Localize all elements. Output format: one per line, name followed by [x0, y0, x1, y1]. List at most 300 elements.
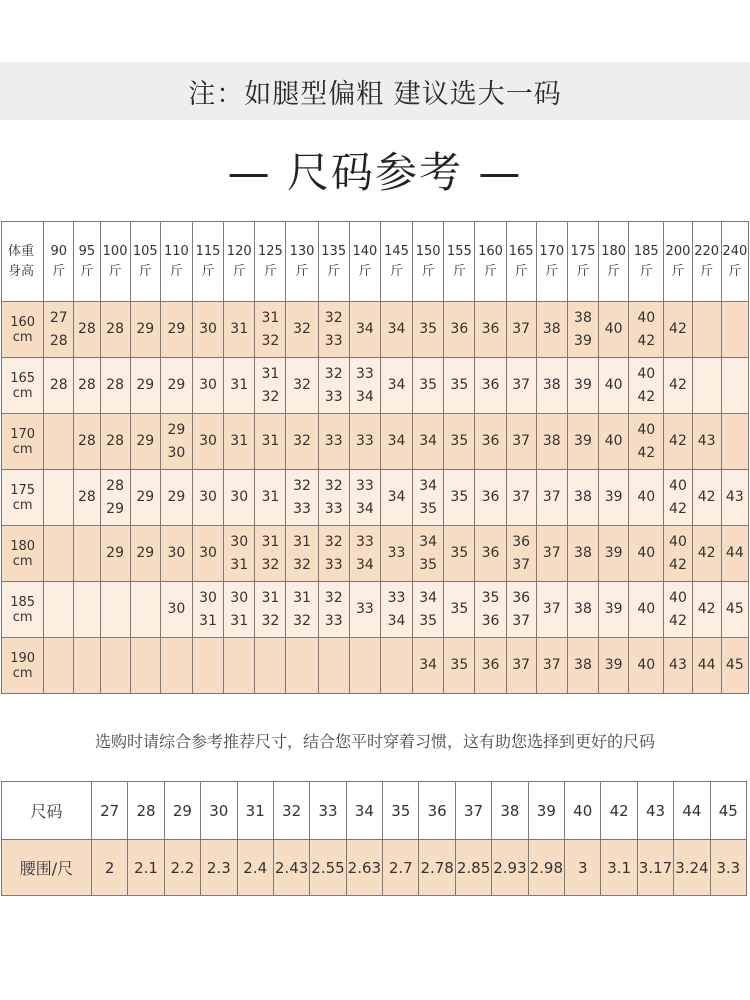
size-cell: 38 — [567, 582, 598, 638]
height-unit: cm — [12, 609, 33, 625]
weight-unit: 斤 — [108, 263, 122, 279]
weight-header-cell — [692, 222, 721, 302]
weight-header-cell — [413, 222, 444, 302]
weight-header-cell — [130, 222, 160, 302]
size-cell: 42 — [692, 470, 721, 526]
weight-header-cell — [567, 222, 598, 302]
size-cell: 29 — [130, 414, 160, 470]
corner-label — [2, 222, 44, 302]
height-value: 170 — [10, 426, 36, 442]
size-cell: 42 — [692, 582, 721, 638]
size-cell: 42 — [664, 414, 692, 470]
size-cell: 39 — [567, 358, 598, 414]
size-cell: 37 — [506, 358, 536, 414]
size-cell: 34 — [380, 358, 412, 414]
size-cell: 40 — [629, 470, 664, 526]
size-cell: 36 — [475, 638, 506, 694]
size-cell — [100, 638, 130, 694]
size-cell: 32 33 — [318, 302, 349, 358]
height-cell — [2, 358, 44, 414]
size-cell: 37 — [536, 638, 567, 694]
table-row — [2, 470, 749, 526]
size-cell: 40 42 — [664, 526, 692, 582]
weight-header-cell — [380, 222, 412, 302]
size-cell: 35 — [413, 358, 444, 414]
size-cell: 34 35 — [413, 526, 444, 582]
weight-value: 130 — [289, 243, 315, 259]
size-cell: 29 — [160, 358, 192, 414]
height-value: 175 — [10, 482, 36, 498]
size-cell: 42 — [692, 526, 721, 582]
weight-value: 135 — [321, 243, 347, 259]
weight-header-cell — [74, 222, 100, 302]
size-cell: 29 — [100, 526, 130, 582]
size-cell: 28 — [74, 358, 100, 414]
size-row-label: 尺码 — [2, 782, 92, 840]
size-chart-table — [1, 221, 749, 694]
size-cell: 45 — [721, 582, 748, 638]
size-cell: 33 — [318, 414, 349, 470]
size-cell: 40 42 — [664, 470, 692, 526]
weight-header-cell — [44, 222, 74, 302]
size-cell — [224, 638, 255, 694]
size-cell: 33 — [349, 414, 380, 470]
size-cell: 28 — [74, 414, 100, 470]
size-cell: 40 42 — [664, 582, 692, 638]
weight-header-cell — [224, 222, 255, 302]
size-cell: 40 42 — [629, 302, 664, 358]
size-cell — [100, 582, 130, 638]
size-cell: 34 35 — [413, 470, 444, 526]
height-value: 165 — [10, 370, 36, 386]
weight-value: 170 — [539, 243, 565, 259]
size-cell: 39 — [567, 414, 598, 470]
size-cell: 39 — [599, 638, 629, 694]
weight-header-cell — [664, 222, 692, 302]
weight-header-cell — [160, 222, 192, 302]
weight-unit: 斤 — [358, 263, 372, 279]
weight-header-cell — [629, 222, 664, 302]
size-cell — [44, 638, 74, 694]
weight-unit: 斤 — [607, 263, 621, 279]
waist-value-cell: 2.2 — [164, 840, 200, 896]
size-cell: 28 — [74, 470, 100, 526]
weight-value: 165 — [508, 243, 534, 259]
weight-value: 115 — [195, 243, 221, 259]
height-unit: cm — [12, 385, 33, 401]
size-cell — [721, 358, 748, 414]
size-cell: 34 35 — [413, 582, 444, 638]
size-cell: 36 — [475, 302, 506, 358]
size-cell: 32 33 — [318, 358, 349, 414]
table-row — [2, 526, 749, 582]
size-cell: 36 — [444, 302, 475, 358]
weight-unit: 斤 — [232, 263, 246, 279]
height-cell — [2, 470, 44, 526]
weight-unit: 斤 — [80, 263, 94, 279]
size-cell: 36 — [475, 526, 506, 582]
size-value-cell: 37 — [455, 782, 491, 840]
size-cell: 34 — [380, 414, 412, 470]
size-cell: 30 31 — [224, 582, 255, 638]
size-cell: 30 — [192, 414, 223, 470]
size-cell: 31 32 — [255, 358, 286, 414]
size-cell — [74, 638, 100, 694]
size-cell — [721, 414, 748, 470]
size-cell: 38 — [567, 470, 598, 526]
size-cell: 40 — [599, 302, 629, 358]
size-cell: 40 — [599, 358, 629, 414]
weight-header-cell — [536, 222, 567, 302]
weight-header-cell — [475, 222, 506, 302]
height-cell — [2, 302, 44, 358]
size-cell: 31 32 — [255, 302, 286, 358]
size-cell: 32 — [286, 414, 318, 470]
weight-value: 175 — [570, 243, 596, 259]
size-cell: 31 32 — [286, 582, 318, 638]
weight-header-cell — [599, 222, 629, 302]
weight-unit: 斤 — [545, 263, 559, 279]
waist-value-cell: 3 — [565, 840, 601, 896]
size-cell: 33 34 — [349, 526, 380, 582]
size-cell — [44, 526, 74, 582]
size-cell: 45 — [721, 638, 748, 694]
weight-axis-label: 体重 — [8, 243, 35, 259]
size-cell: 28 — [100, 414, 130, 470]
size-cell: 39 — [599, 582, 629, 638]
size-cell: 43 — [664, 638, 692, 694]
size-cell: 44 — [692, 638, 721, 694]
size-cell: 36 — [475, 470, 506, 526]
size-cell — [160, 638, 192, 694]
size-cell: 33 34 — [380, 582, 412, 638]
size-cell: 31 — [224, 358, 255, 414]
size-cell: 31 32 — [255, 582, 286, 638]
advice-text: 选购时请综合参考推荐尺寸，结合您平时穿着习惯，这有助您选择到更好的尺码 — [94, 731, 655, 751]
weight-value: 95 — [78, 243, 96, 259]
weight-value: 155 — [446, 243, 472, 259]
note-text: 注：如腿型偏粗 建议选大一码 — [188, 78, 562, 110]
size-value-cell: 35 — [383, 782, 419, 840]
waist-value-cell: 2.7 — [383, 840, 419, 896]
size-cell: 31 32 — [255, 526, 286, 582]
size-cell: 34 — [380, 302, 412, 358]
size-cell: 40 — [629, 526, 664, 582]
table-row — [2, 582, 749, 638]
waist-row-label: 腰围/尺 — [2, 840, 92, 896]
size-cell: 30 — [160, 582, 192, 638]
height-axis-label: 身高 — [8, 263, 35, 279]
weight-unit: 斤 — [576, 263, 590, 279]
size-cell: 29 — [160, 302, 192, 358]
size-cell: 36 — [475, 414, 506, 470]
size-cell: 35 — [444, 358, 475, 414]
weight-unit: 斤 — [263, 263, 277, 279]
size-value-cell: 38 — [492, 782, 528, 840]
page-title: — 尺码参考 — — [227, 148, 523, 197]
weight-unit: 斤 — [295, 263, 309, 279]
size-cell: 38 — [536, 358, 567, 414]
size-value-cell: 28 — [128, 782, 164, 840]
size-cell: 31 — [224, 414, 255, 470]
size-cell: 40 42 — [629, 358, 664, 414]
size-value-cell: 34 — [346, 782, 382, 840]
size-cell: 38 — [536, 302, 567, 358]
size-cell — [318, 638, 349, 694]
size-cell: 37 — [506, 302, 536, 358]
weight-value: 185 — [633, 243, 659, 259]
weight-value: 180 — [601, 243, 627, 259]
size-cell — [130, 582, 160, 638]
size-cell: 36 37 — [506, 582, 536, 638]
size-cell: 37 — [536, 526, 567, 582]
size-cell: 43 — [721, 470, 748, 526]
height-unit: cm — [12, 497, 33, 513]
weight-unit: 斤 — [169, 263, 183, 279]
size-cell: 35 — [444, 526, 475, 582]
table-row — [2, 358, 749, 414]
size-value-cell: 29 — [164, 782, 200, 840]
table-row — [2, 414, 749, 470]
table-row — [2, 302, 749, 358]
waist-table-waist-row — [2, 840, 747, 896]
height-value: 160 — [10, 314, 36, 330]
weight-value: 150 — [415, 243, 441, 259]
size-cell: 29 — [130, 302, 160, 358]
table-row — [2, 638, 749, 694]
size-cell: 35 — [413, 302, 444, 358]
weight-value: 220 — [694, 243, 720, 259]
size-cell: 39 — [599, 470, 629, 526]
size-cell: 31 — [255, 414, 286, 470]
waist-value-cell: 2.43 — [273, 840, 309, 896]
waist-value-cell: 2.1 — [128, 840, 164, 896]
size-value-cell: 32 — [273, 782, 309, 840]
size-value-cell: 45 — [710, 782, 746, 840]
size-value-cell: 39 — [528, 782, 564, 840]
waist-value-cell: 2.63 — [346, 840, 382, 896]
weight-value: 90 — [50, 243, 68, 259]
size-cell: 42 — [664, 358, 692, 414]
size-cell: 37 — [506, 414, 536, 470]
size-value-cell: 30 — [201, 782, 237, 840]
size-cell — [349, 638, 380, 694]
size-cell: 35 — [444, 414, 475, 470]
size-cell: 29 30 — [160, 414, 192, 470]
note-banner — [0, 62, 750, 120]
size-cell: 29 — [160, 470, 192, 526]
height-value: 180 — [10, 538, 36, 554]
size-cell: 43 — [692, 414, 721, 470]
size-value-cell: 40 — [565, 782, 601, 840]
waist-value-cell: 2.3 — [201, 840, 237, 896]
size-cell: 32 33 — [286, 470, 318, 526]
weight-unit: 斤 — [728, 263, 742, 279]
height-cell — [2, 526, 44, 582]
size-cell: 28 — [100, 358, 130, 414]
size-cell — [692, 302, 721, 358]
waist-value-cell: 3.17 — [637, 840, 673, 896]
size-cell: 28 — [74, 302, 100, 358]
size-cell: 28 — [100, 302, 130, 358]
size-cell — [255, 638, 286, 694]
size-cell: 37 — [536, 470, 567, 526]
size-cell: 36 — [475, 358, 506, 414]
size-cell — [721, 302, 748, 358]
size-cell: 40 — [599, 414, 629, 470]
height-unit: cm — [12, 441, 33, 457]
waist-value-cell: 2.85 — [455, 840, 491, 896]
weight-value: 160 — [478, 243, 503, 259]
size-cell: 31 — [255, 470, 286, 526]
size-cell: 42 — [664, 302, 692, 358]
size-cell: 38 — [567, 526, 598, 582]
height-unit: cm — [12, 665, 33, 681]
size-value-cell: 43 — [637, 782, 673, 840]
height-value: 185 — [10, 594, 36, 610]
size-cell — [44, 414, 74, 470]
size-cell: 36 37 — [506, 526, 536, 582]
weight-unit: 斤 — [639, 263, 653, 279]
size-cell: 35 — [444, 582, 475, 638]
size-cell: 32 33 — [318, 526, 349, 582]
size-cell — [74, 526, 100, 582]
weight-unit: 斤 — [52, 263, 66, 279]
size-cell — [44, 470, 74, 526]
size-cell: 32 — [286, 358, 318, 414]
waist-value-cell: 2.4 — [237, 840, 273, 896]
size-cell: 33 — [380, 526, 412, 582]
size-cell: 30 31 — [192, 582, 223, 638]
size-cell: 29 — [130, 526, 160, 582]
waist-size-table — [1, 781, 747, 896]
weight-value: 145 — [384, 243, 409, 259]
size-value-cell: 33 — [310, 782, 346, 840]
size-cell: 33 34 — [349, 358, 380, 414]
size-cell: 38 — [536, 414, 567, 470]
weight-unit: 斤 — [390, 263, 404, 279]
weight-header-cell — [318, 222, 349, 302]
weight-unit: 斤 — [483, 263, 497, 279]
waist-value-cell: 2.98 — [528, 840, 564, 896]
size-cell — [380, 638, 412, 694]
size-cell: 32 33 — [318, 582, 349, 638]
weight-value: 140 — [352, 243, 378, 259]
waist-value-cell: 2.93 — [492, 840, 528, 896]
size-value-cell: 42 — [601, 782, 637, 840]
size-cell: 37 — [506, 638, 536, 694]
weight-unit: 斤 — [671, 263, 685, 279]
size-cell: 34 — [380, 470, 412, 526]
size-cell: 28 29 — [100, 470, 130, 526]
waist-table-size-row — [2, 782, 747, 840]
weight-value: 200 — [665, 243, 691, 259]
weight-unit: 斤 — [421, 263, 435, 279]
weight-value: 120 — [226, 243, 252, 259]
waist-value-cell: 3.3 — [710, 840, 746, 896]
height-cell — [2, 414, 44, 470]
size-cell: 35 36 — [475, 582, 506, 638]
size-value-cell: 27 — [91, 782, 127, 840]
weight-value: 125 — [257, 243, 283, 259]
size-cell: 44 — [721, 526, 748, 582]
size-cell — [130, 638, 160, 694]
size-cell: 34 — [349, 302, 380, 358]
weight-value: 240 — [722, 243, 748, 259]
height-value: 190 — [10, 650, 36, 666]
weight-header-row — [2, 222, 749, 302]
size-cell: 40 42 — [629, 414, 664, 470]
size-cell: 30 — [192, 358, 223, 414]
weight-header-cell — [506, 222, 536, 302]
weight-unit: 斤 — [138, 263, 152, 279]
size-cell: 28 — [44, 358, 74, 414]
height-unit: cm — [12, 329, 33, 345]
size-cell: 39 — [599, 526, 629, 582]
size-cell: 33 — [349, 582, 380, 638]
size-cell: 30 — [192, 526, 223, 582]
weight-unit: 斤 — [700, 263, 714, 279]
weight-unit: 斤 — [452, 263, 466, 279]
size-cell: 33 34 — [349, 470, 380, 526]
size-cell — [692, 358, 721, 414]
size-cell: 38 39 — [567, 302, 598, 358]
weight-header-cell — [444, 222, 475, 302]
weight-unit: 斤 — [514, 263, 528, 279]
height-unit: cm — [12, 553, 33, 569]
weight-unit: 斤 — [327, 263, 341, 279]
weight-header-cell — [100, 222, 130, 302]
size-cell: 32 33 — [318, 470, 349, 526]
height-cell — [2, 638, 44, 694]
size-cell: 37 — [506, 470, 536, 526]
size-cell: 35 — [444, 470, 475, 526]
size-cell: 30 31 — [224, 526, 255, 582]
size-cell: 34 — [413, 638, 444, 694]
size-cell — [74, 582, 100, 638]
size-cell: 37 — [536, 582, 567, 638]
weight-value: 105 — [132, 243, 158, 259]
waist-value-cell: 2.55 — [310, 840, 346, 896]
size-cell: 30 — [224, 470, 255, 526]
size-cell — [286, 638, 318, 694]
waist-value-cell: 3.24 — [674, 840, 710, 896]
size-value-cell: 44 — [674, 782, 710, 840]
size-value-cell: 36 — [419, 782, 455, 840]
size-cell: 40 — [629, 638, 664, 694]
size-cell: 31 — [224, 302, 255, 358]
weight-header-cell — [286, 222, 318, 302]
size-cell — [192, 638, 223, 694]
size-value-cell: 31 — [237, 782, 273, 840]
size-cell: 34 — [413, 414, 444, 470]
weight-value: 100 — [102, 243, 128, 259]
size-cell: 32 — [286, 302, 318, 358]
size-cell: 30 — [160, 526, 192, 582]
height-cell — [2, 582, 44, 638]
weight-unit: 斤 — [201, 263, 215, 279]
size-cell: 30 — [192, 302, 223, 358]
waist-value-cell: 3.1 — [601, 840, 637, 896]
weight-header-cell — [349, 222, 380, 302]
size-cell: 30 — [192, 470, 223, 526]
weight-value: 110 — [163, 243, 189, 259]
weight-header-cell — [255, 222, 286, 302]
weight-header-cell — [721, 222, 748, 302]
waist-value-cell: 2.78 — [419, 840, 455, 896]
waist-value-cell: 2 — [91, 840, 127, 896]
size-cell: 27 28 — [44, 302, 74, 358]
